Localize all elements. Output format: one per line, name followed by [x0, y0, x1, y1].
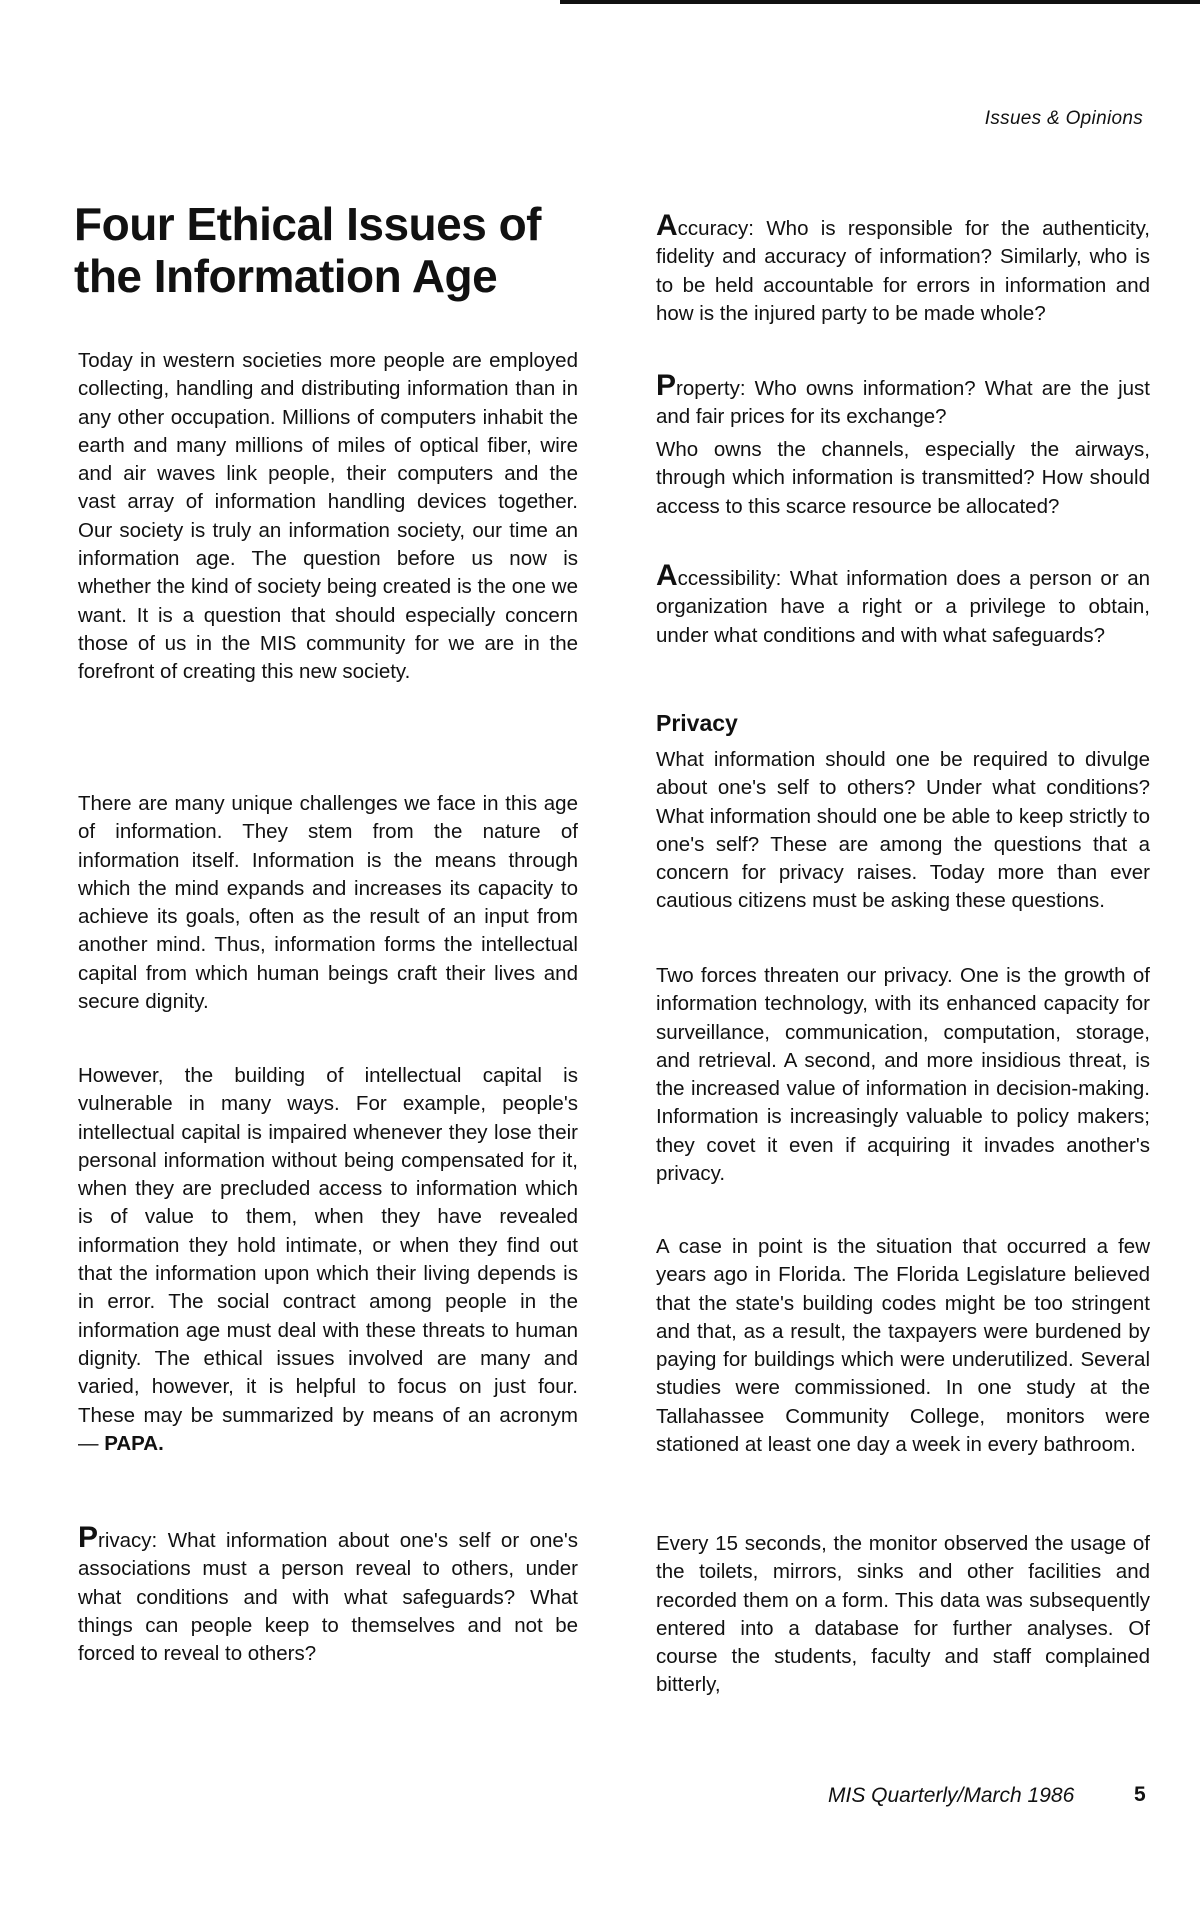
intellectual-capital-text: However, the building of intellectual capital is vulnerable in many ways. For example, people's intellectual capital is impaired whenever they lose their personal information without being compensated for it, when they are precluded access to information which is of value to them, when they have revealed information they hold intimate, or when they find out that the information upon which their living depends is in error. The social contract among people in the information age must deal with these threats to human dignity. The ethical issues involved are many and varied, however, it is helpful to focus on just four. These may be summarized by means of an acronym —: [78, 1064, 578, 1455]
papa-acronym: PAPA.: [104, 1431, 164, 1455]
property-definition: [656, 369, 1150, 432]
property-definition-text: roperty: Who owns information? What are the just and fair prices for its exchange?: [656, 377, 1150, 429]
intro-paragraph: Today in western societies more people are employed collecting, handling and distributing information than in any other occupation. Millions of computers inhabit the earth and many millions of miles of optical fiber, wire and air waves link people, their computers and the vast array of information handling devices together. Our society is truly an information society, our time an information age. The question before us now is whether the kind of society being created is the one we want. It is a question that should especially concern those of us in the MIS community for we are in the forefront of creating this new society.: [78, 349, 578, 684]
article-title: Four Ethical Issues of the Information Age: [74, 198, 541, 302]
privacy-dropcap: P: [78, 1521, 99, 1554]
florida-case-paragraph: A case in point is the situation that occurred a few years ago in Florida. The Florida Legislature believed that the state's building codes might be too stringent and that, as a result, the taxpayers were burdened by paying for buildings which were underutilized. Several studies were commissioned. In one study at the Tallahassee Community College, monitors were stationed at least one day a week in every bathroom.: [656, 1235, 1150, 1457]
challenges-paragraph: There are many unique challenges we face in this age of information. They stem from the nature of information itself. Information is the means through which the mind expands and increases its capacity to achieve its goals, often as the result of an input from another mind. Thus, information forms the intellectual capital from which human beings craft their lives and secure dignity.: [78, 792, 578, 1014]
accuracy-definition-text: ccuracy: Who is responsible for the authenticity, fidelity and accuracy of information? Similarly, who is to be held accountable for errors in information and how is the injured party to be made whole?: [656, 217, 1150, 325]
journal-citation: MIS Quarterly/March 1986: [828, 1784, 1075, 1807]
intellectual-capital-paragraph: [78, 1062, 578, 1458]
privacy-questions-paragraph: What information should one be required to divulge about one's self to others? Under what conditions? What information should one be able to keep strictly to one's self? These are among the questions that a concern for privacy raises. Today more than ever cautious citizens must be asking these questions.: [656, 748, 1150, 913]
top-rule: [560, 0, 1200, 4]
accuracy-definition: [656, 209, 1150, 328]
privacy-definition-text: rivacy: What information about one's self or one's associations must a person reveal to others, under what conditions and with what safeguards? What things can people keep to themselves and not be forced to reveal to others?: [78, 1529, 578, 1666]
property-channels-paragraph: Who owns the channels, especially the airways, through which information is transmitted? How should access to this scarce resource be allocated?: [656, 438, 1150, 518]
accessibility-definition-text: ccessibility: What information does a person or an organization have a right or a privilege to obtain, under what conditions and with what safeguards?: [656, 567, 1150, 647]
page-number: 5: [1134, 1783, 1146, 1806]
privacy-threats-paragraph: Two forces threaten our privacy. One is the growth of information technology, with its enhanced capacity for surveillance, communication, computation, storage, and retrieval. A second, and more insidious threat, is the increased value of information in decision-making. Information is increasingly valuable to policy makers; they covet it even if acquiring it invades another's privacy.: [656, 964, 1150, 1186]
accessibility-definition: [656, 559, 1150, 650]
running-header: Issues & Opinions: [984, 108, 1143, 129]
privacy-section-heading: Privacy: [656, 710, 738, 736]
privacy-definition: [78, 1521, 578, 1668]
accuracy-dropcap: A: [656, 209, 678, 242]
accessibility-dropcap: A: [656, 559, 678, 592]
property-dropcap: P: [656, 369, 677, 402]
monitor-paragraph: Every 15 seconds, the monitor observed the usage of the toilets, mirrors, sinks and other facilities and recorded them on a form. This data was subsequently entered into a database for further analyses. Of course the students, faculty and staff complained bitterly,: [656, 1532, 1150, 1697]
